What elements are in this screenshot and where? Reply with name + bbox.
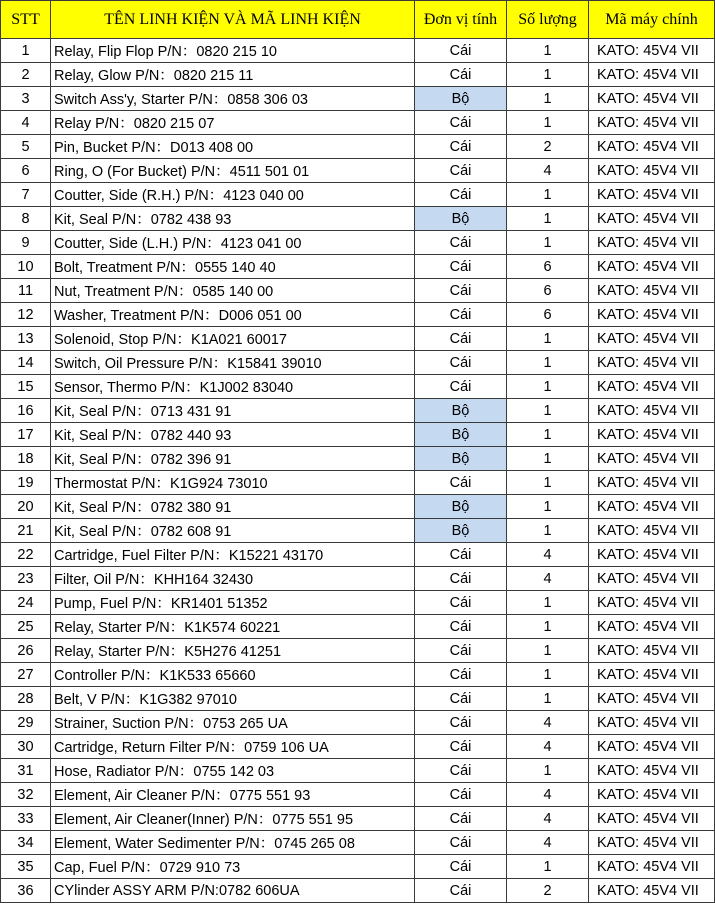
table-row <box>1 231 715 255</box>
row-number: 9 <box>1 231 51 255</box>
part-name-cell: Relay, Starter P/N：K5H276 41251 <box>51 639 415 663</box>
machine-model-cell: KATO: 45V4 VII <box>589 255 715 279</box>
quantity-cell: 6 <box>507 255 589 279</box>
quantity-cell: 4 <box>507 711 589 735</box>
part-name-cell: Element, Air Cleaner(Inner) P/N：0775 551 95 <box>51 807 415 831</box>
quantity-cell: 4 <box>507 735 589 759</box>
table-row <box>1 879 715 903</box>
part-name-cell: Cap, Fuel P/N：0729 910 73 <box>51 855 415 879</box>
unit-cell: Cái <box>415 111 507 135</box>
unit-cell: Bộ <box>415 87 507 111</box>
machine-model-cell: KATO: 45V4 VII <box>589 759 715 783</box>
machine-model-cell: KATO: 45V4 VII <box>589 711 715 735</box>
unit-cell: Cái <box>415 471 507 495</box>
unit-cell: Cái <box>415 735 507 759</box>
part-name-cell: Washer, Treatment P/N：D006 051 00 <box>51 303 415 327</box>
table-header <box>1 1 715 39</box>
machine-model-cell: KATO: 45V4 VII <box>589 591 715 615</box>
table-row <box>1 87 715 111</box>
row-number: 6 <box>1 159 51 183</box>
machine-model-cell: KATO: 45V4 VII <box>589 423 715 447</box>
table-row <box>1 375 715 399</box>
machine-model-cell: KATO: 45V4 VII <box>589 375 715 399</box>
unit-cell: Cái <box>415 831 507 855</box>
machine-model-cell: KATO: 45V4 VII <box>589 39 715 63</box>
quantity-cell: 6 <box>507 303 589 327</box>
quantity-cell: 1 <box>507 39 589 63</box>
part-name-cell: Belt, V P/N：K1G382 97010 <box>51 687 415 711</box>
row-number: 30 <box>1 735 51 759</box>
unit-cell: Bộ <box>415 519 507 543</box>
machine-model-cell: KATO: 45V4 VII <box>589 447 715 471</box>
part-name-cell: Element, Water Sedimenter P/N：0745 265 08 <box>51 831 415 855</box>
table-row <box>1 567 715 591</box>
row-number: 22 <box>1 543 51 567</box>
table-row <box>1 327 715 351</box>
row-number: 1 <box>1 39 51 63</box>
part-name-cell: Kit, Seal P/N：0782 440 93 <box>51 423 415 447</box>
row-number: 8 <box>1 207 51 231</box>
row-number: 28 <box>1 687 51 711</box>
part-name-cell: Hose, Radiator P/N：0755 142 03 <box>51 759 415 783</box>
quantity-cell: 1 <box>507 351 589 375</box>
part-name-cell: Pump, Fuel P/N：KR1401 51352 <box>51 591 415 615</box>
table-row <box>1 783 715 807</box>
table-row <box>1 543 715 567</box>
table-row <box>1 399 715 423</box>
machine-model-cell: KATO: 45V4 VII <box>589 663 715 687</box>
table-row <box>1 495 715 519</box>
row-number: 32 <box>1 783 51 807</box>
row-number: 5 <box>1 135 51 159</box>
part-name-cell: Switch Ass'y, Starter P/N：0858 306 03 <box>51 87 415 111</box>
table-row <box>1 63 715 87</box>
part-name-cell: Sensor, Thermo P/N：K1J002 83040 <box>51 375 415 399</box>
part-name-cell: Strainer, Suction P/N：0753 265 UA <box>51 711 415 735</box>
part-name-cell: Element, Air Cleaner P/N：0775 551 93 <box>51 783 415 807</box>
table-row <box>1 687 715 711</box>
row-number: 16 <box>1 399 51 423</box>
unit-cell: Cái <box>415 639 507 663</box>
quantity-cell: 1 <box>507 471 589 495</box>
part-name-cell: Relay, Glow P/N：0820 215 11 <box>51 63 415 87</box>
machine-model-cell: KATO: 45V4 VII <box>589 519 715 543</box>
quantity-cell: 1 <box>507 111 589 135</box>
part-name-cell: Ring, O (For Bucket) P/N：4511 501 01 <box>51 159 415 183</box>
table-row <box>1 831 715 855</box>
unit-cell: Cái <box>415 351 507 375</box>
unit-cell: Cái <box>415 687 507 711</box>
machine-model-cell: KATO: 45V4 VII <box>589 111 715 135</box>
quantity-cell: 1 <box>507 423 589 447</box>
table-row <box>1 159 715 183</box>
table-row <box>1 759 715 783</box>
row-number: 4 <box>1 111 51 135</box>
unit-cell: Cái <box>415 231 507 255</box>
row-number: 2 <box>1 63 51 87</box>
machine-model-cell: KATO: 45V4 VII <box>589 783 715 807</box>
unit-cell: Bộ <box>415 495 507 519</box>
quantity-cell: 1 <box>507 207 589 231</box>
part-name-cell: Kit, Seal P/N：0782 608 91 <box>51 519 415 543</box>
unit-cell: Cái <box>415 543 507 567</box>
table-row <box>1 735 715 759</box>
table-row <box>1 711 715 735</box>
part-name-cell: Thermostat P/N：K1G924 73010 <box>51 471 415 495</box>
machine-model-cell: KATO: 45V4 VII <box>589 831 715 855</box>
row-number: 26 <box>1 639 51 663</box>
row-number: 14 <box>1 351 51 375</box>
table-row <box>1 639 715 663</box>
header-part-name: TÊN LINH KIỆN VÀ MÃ LINH KIỆN <box>51 1 415 39</box>
header-machine-model: Mã máy chính <box>589 1 715 39</box>
table-row <box>1 807 715 831</box>
part-name-cell: Nut, Treatment P/N：0585 140 00 <box>51 279 415 303</box>
unit-cell: Bộ <box>415 423 507 447</box>
quantity-cell: 4 <box>507 831 589 855</box>
row-number: 18 <box>1 447 51 471</box>
machine-model-cell: KATO: 45V4 VII <box>589 159 715 183</box>
unit-cell: Cái <box>415 183 507 207</box>
machine-model-cell: KATO: 45V4 VII <box>589 567 715 591</box>
machine-model-cell: KATO: 45V4 VII <box>589 63 715 87</box>
machine-model-cell: KATO: 45V4 VII <box>589 279 715 303</box>
part-name-cell: Pin, Bucket P/N：D013 408 00 <box>51 135 415 159</box>
table-row <box>1 351 715 375</box>
machine-model-cell: KATO: 45V4 VII <box>589 303 715 327</box>
machine-model-cell: KATO: 45V4 VII <box>589 543 715 567</box>
part-name-cell: Cartridge, Return Filter P/N：0759 106 UA <box>51 735 415 759</box>
part-name-cell: Filter, Oil P/N：KHH164 32430 <box>51 567 415 591</box>
table-row <box>1 303 715 327</box>
unit-cell: Cái <box>415 879 507 903</box>
machine-model-cell: KATO: 45V4 VII <box>589 183 715 207</box>
part-name-cell: Relay P/N：0820 215 07 <box>51 111 415 135</box>
part-name-cell: Solenoid, Stop P/N：K1A021 60017 <box>51 327 415 351</box>
machine-model-cell: KATO: 45V4 VII <box>589 855 715 879</box>
table-row <box>1 135 715 159</box>
quantity-cell: 1 <box>507 447 589 471</box>
unit-cell: Cái <box>415 303 507 327</box>
header-unit: Đơn vị tính <box>415 1 507 39</box>
row-number: 36 <box>1 879 51 903</box>
quantity-cell: 1 <box>507 663 589 687</box>
quantity-cell: 1 <box>507 759 589 783</box>
quantity-cell: 4 <box>507 783 589 807</box>
unit-cell: Cái <box>415 375 507 399</box>
unit-cell: Cái <box>415 759 507 783</box>
unit-cell: Cái <box>415 39 507 63</box>
quantity-cell: 1 <box>507 183 589 207</box>
unit-cell: Bộ <box>415 399 507 423</box>
row-number: 23 <box>1 567 51 591</box>
unit-cell: Cái <box>415 711 507 735</box>
part-name-cell: CYlinder ASSY ARM P/N:0782 606UA <box>51 879 415 903</box>
quantity-cell: 1 <box>507 639 589 663</box>
table-row <box>1 663 715 687</box>
table-row <box>1 447 715 471</box>
table-row <box>1 591 715 615</box>
part-name-cell: Switch, Oil Pressure P/N：K15841 39010 <box>51 351 415 375</box>
quantity-cell: 1 <box>507 87 589 111</box>
machine-model-cell: KATO: 45V4 VII <box>589 399 715 423</box>
row-number: 11 <box>1 279 51 303</box>
unit-cell: Cái <box>415 327 507 351</box>
machine-model-cell: KATO: 45V4 VII <box>589 639 715 663</box>
machine-model-cell: KATO: 45V4 VII <box>589 807 715 831</box>
machine-model-cell: KATO: 45V4 VII <box>589 207 715 231</box>
part-name-cell: Kit, Seal P/N：0782 380 91 <box>51 495 415 519</box>
table-row <box>1 39 715 63</box>
quantity-cell: 1 <box>507 591 589 615</box>
unit-cell: Cái <box>415 663 507 687</box>
unit-cell: Cái <box>415 783 507 807</box>
part-name-cell: Bolt, Treatment P/N：0555 140 40 <box>51 255 415 279</box>
quantity-cell: 1 <box>507 327 589 351</box>
unit-cell: Cái <box>415 63 507 87</box>
row-number: 29 <box>1 711 51 735</box>
row-number: 3 <box>1 87 51 111</box>
table-row <box>1 279 715 303</box>
unit-cell: Bộ <box>415 447 507 471</box>
quantity-cell: 4 <box>507 567 589 591</box>
row-number: 19 <box>1 471 51 495</box>
row-number: 33 <box>1 807 51 831</box>
table-row <box>1 423 715 447</box>
part-name-cell: Kit, Seal P/N：0713 431 91 <box>51 399 415 423</box>
machine-model-cell: KATO: 45V4 VII <box>589 735 715 759</box>
unit-cell: Cái <box>415 807 507 831</box>
table-row <box>1 855 715 879</box>
quantity-cell: 1 <box>507 855 589 879</box>
table-row <box>1 255 715 279</box>
quantity-cell: 1 <box>507 63 589 87</box>
row-number: 13 <box>1 327 51 351</box>
quantity-cell: 2 <box>507 879 589 903</box>
machine-model-cell: KATO: 45V4 VII <box>589 471 715 495</box>
unit-cell: Bộ <box>415 207 507 231</box>
table-row <box>1 519 715 543</box>
row-number: 20 <box>1 495 51 519</box>
row-number: 34 <box>1 831 51 855</box>
quantity-cell: 1 <box>507 615 589 639</box>
table-row <box>1 207 715 231</box>
part-name-cell: Coutter, Side (R.H.) P/N：4123 040 00 <box>51 183 415 207</box>
row-number: 35 <box>1 855 51 879</box>
part-name-cell: Controller P/N：K1K533 65660 <box>51 663 415 687</box>
row-number: 21 <box>1 519 51 543</box>
part-name-cell: Coutter, Side (L.H.) P/N：4123 041 00 <box>51 231 415 255</box>
unit-cell: Cái <box>415 591 507 615</box>
quantity-cell: 1 <box>507 687 589 711</box>
unit-cell: Cái <box>415 135 507 159</box>
machine-model-cell: KATO: 45V4 VII <box>589 231 715 255</box>
quantity-cell: 1 <box>507 375 589 399</box>
quantity-cell: 1 <box>507 231 589 255</box>
unit-cell: Cái <box>415 255 507 279</box>
machine-model-cell: KATO: 45V4 VII <box>589 687 715 711</box>
quantity-cell: 1 <box>507 495 589 519</box>
header-row <box>1 1 715 39</box>
quantity-cell: 2 <box>507 135 589 159</box>
quantity-cell: 1 <box>507 519 589 543</box>
row-number: 12 <box>1 303 51 327</box>
part-name-cell: Cartridge, Fuel Filter P/N：K15221 43170 <box>51 543 415 567</box>
part-name-cell: Kit, Seal P/N：0782 438 93 <box>51 207 415 231</box>
quantity-cell: 4 <box>507 159 589 183</box>
row-number: 31 <box>1 759 51 783</box>
quantity-cell: 4 <box>507 543 589 567</box>
row-number: 17 <box>1 423 51 447</box>
table-row <box>1 183 715 207</box>
machine-model-cell: KATO: 45V4 VII <box>589 879 715 903</box>
table-row <box>1 111 715 135</box>
machine-model-cell: KATO: 45V4 VII <box>589 495 715 519</box>
unit-cell: Cái <box>415 279 507 303</box>
row-number: 7 <box>1 183 51 207</box>
row-number: 10 <box>1 255 51 279</box>
unit-cell: Cái <box>415 855 507 879</box>
machine-model-cell: KATO: 45V4 VII <box>589 327 715 351</box>
header-quantity: Số lượng <box>507 1 589 39</box>
quantity-cell: 1 <box>507 399 589 423</box>
part-name-cell: Relay, Flip Flop P/N：0820 215 10 <box>51 39 415 63</box>
row-number: 25 <box>1 615 51 639</box>
unit-cell: Cái <box>415 615 507 639</box>
table-body <box>1 39 715 903</box>
row-number: 15 <box>1 375 51 399</box>
unit-cell: Cái <box>415 159 507 183</box>
quantity-cell: 6 <box>507 279 589 303</box>
machine-model-cell: KATO: 45V4 VII <box>589 87 715 111</box>
part-name-cell: Relay, Starter P/N：K1K574 60221 <box>51 615 415 639</box>
table-row <box>1 471 715 495</box>
quantity-cell: 4 <box>507 807 589 831</box>
row-number: 27 <box>1 663 51 687</box>
header-stt: STT <box>1 1 51 39</box>
row-number: 24 <box>1 591 51 615</box>
machine-model-cell: KATO: 45V4 VII <box>589 351 715 375</box>
part-name-cell: Kit, Seal P/N：0782 396 91 <box>51 447 415 471</box>
unit-cell: Cái <box>415 567 507 591</box>
machine-model-cell: KATO: 45V4 VII <box>589 135 715 159</box>
machine-model-cell: KATO: 45V4 VII <box>589 615 715 639</box>
table-row <box>1 615 715 639</box>
